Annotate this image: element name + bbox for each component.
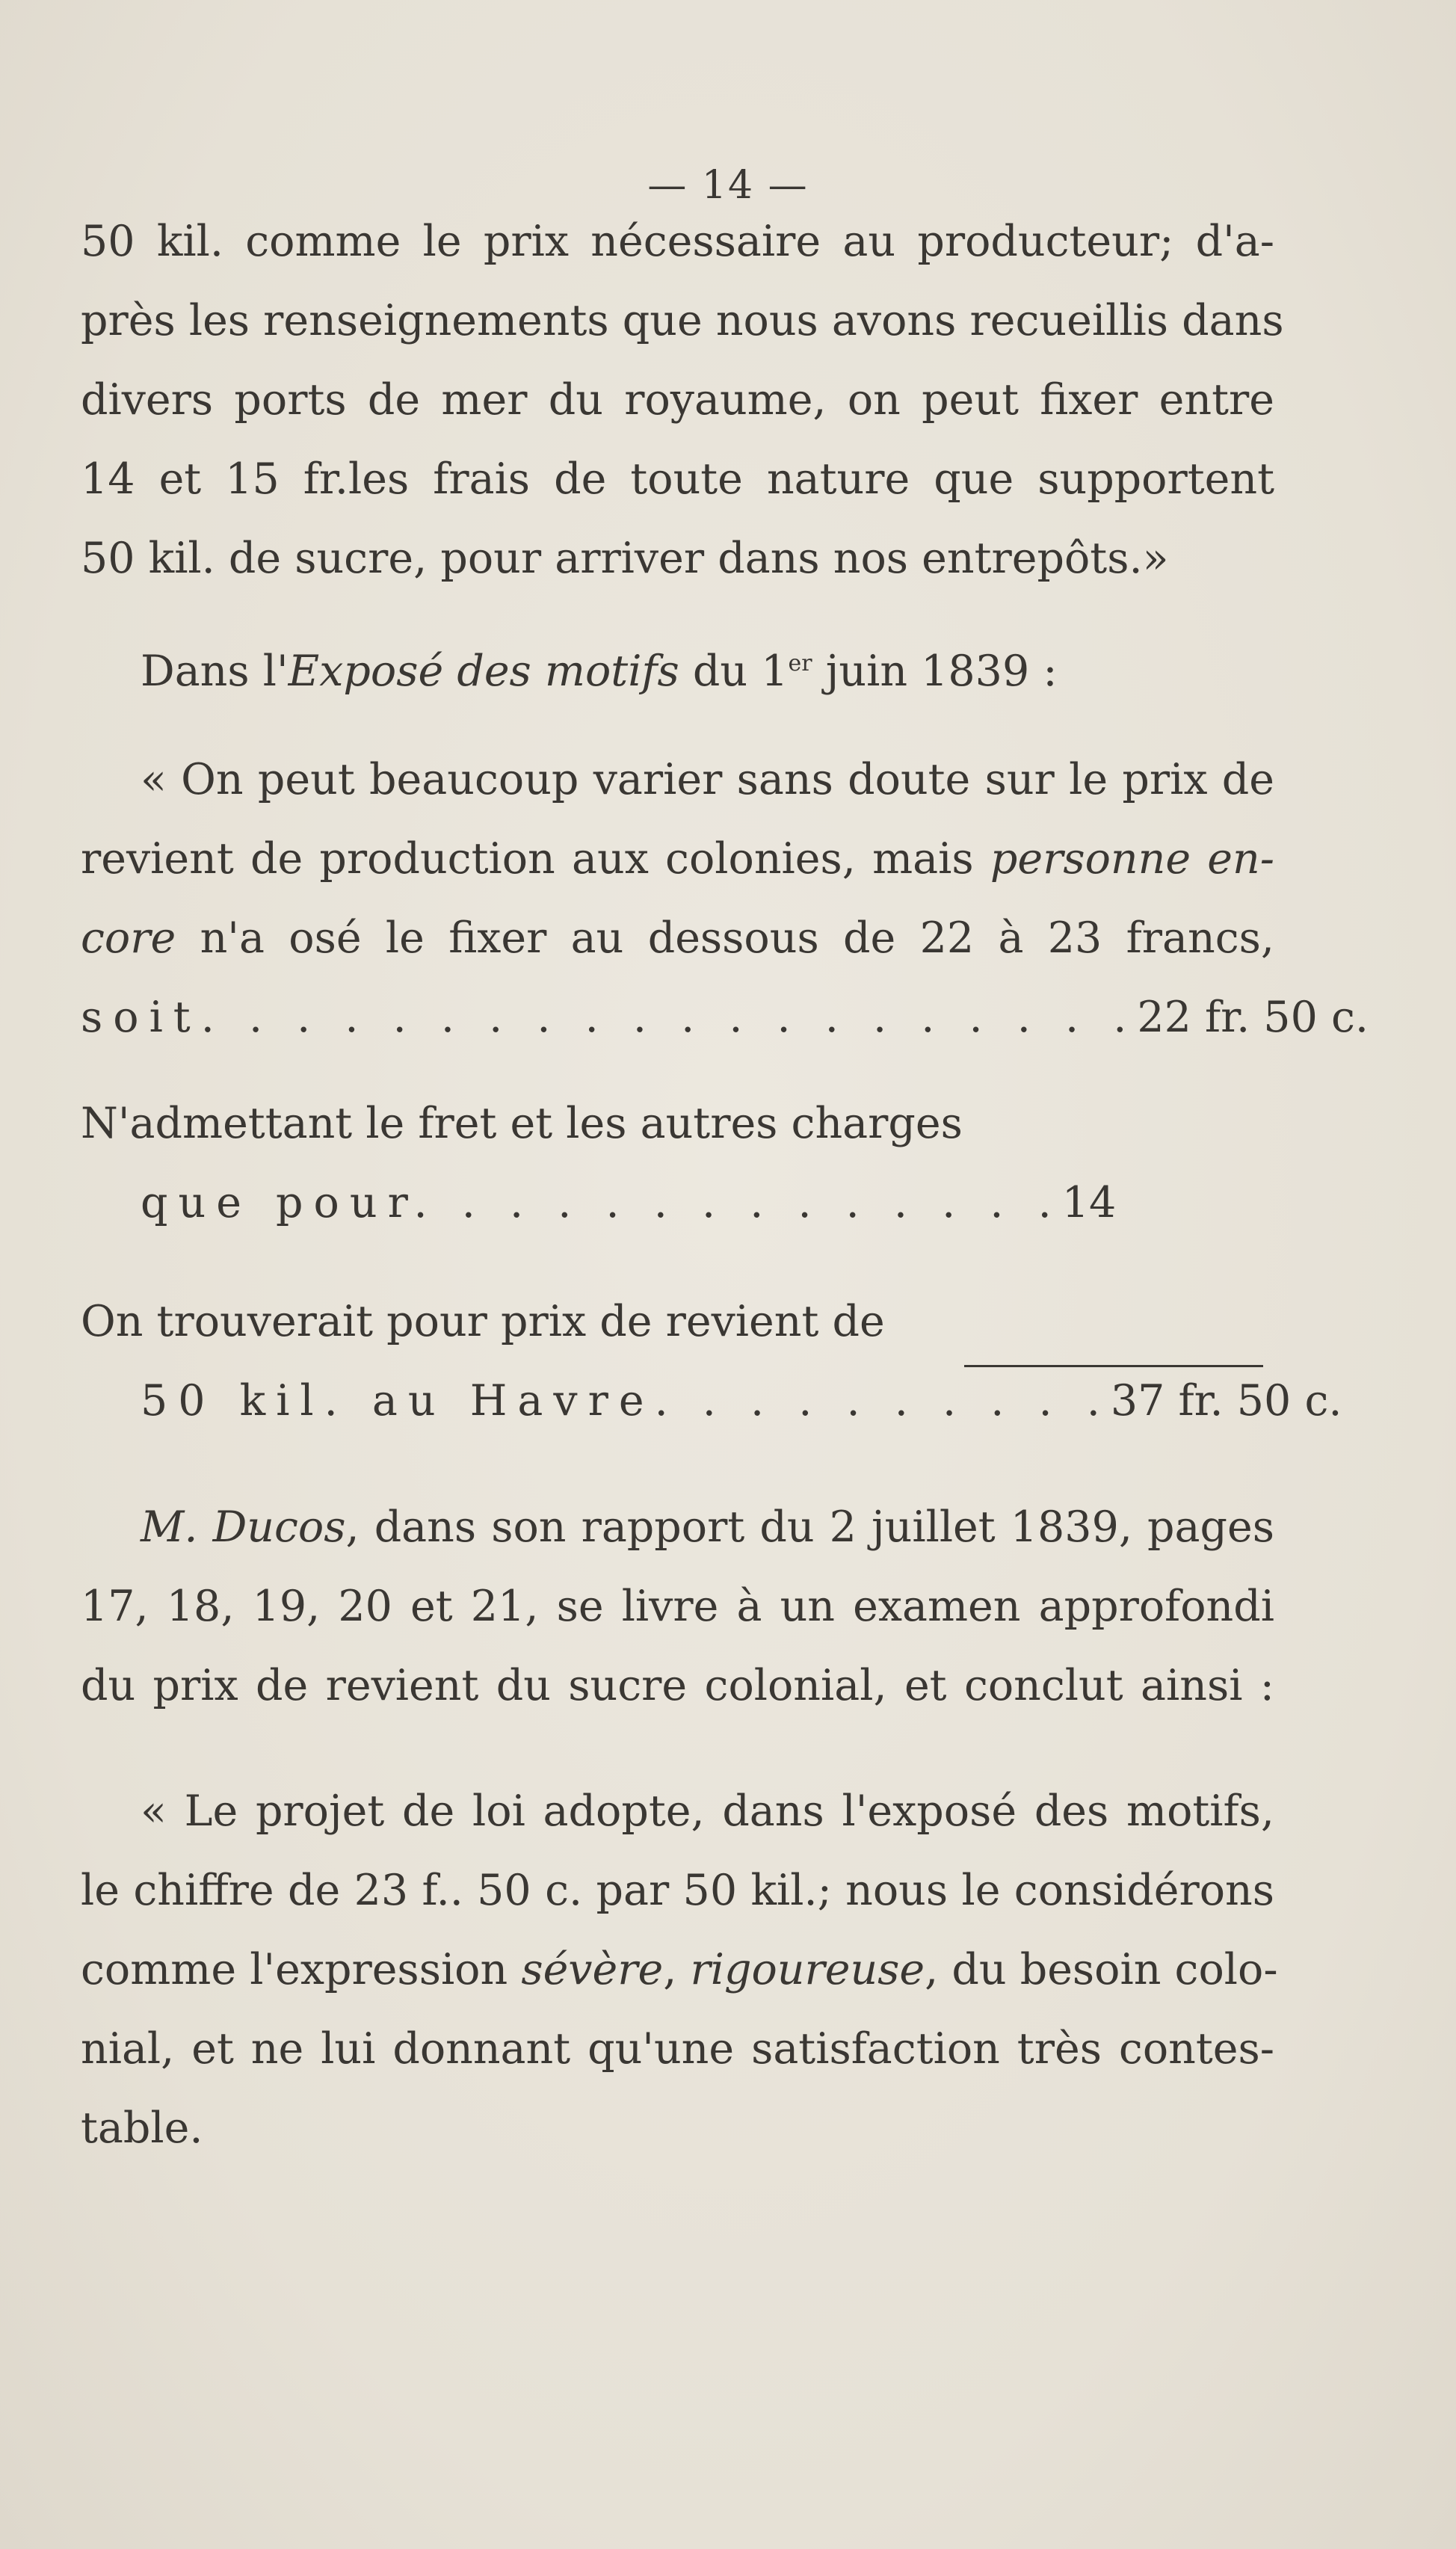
text-line: core n'a osé le fixer au dessous de 22 à 23 francs,: [81, 913, 1274, 963]
fret-entry: [81, 1084, 1274, 1242]
text-line: revient de production aux colonies, mais personne en-: [81, 834, 1274, 884]
italic-title: Exposé des motifs: [288, 647, 679, 696]
text-line: « Le projet de loi adopte, dans l'exposé des motifs,: [141, 1787, 1274, 1836]
text-line: 50 kil. de sucre, pour arriver dans nos entrepôts.»: [81, 534, 1169, 583]
text-line: 50 kil. comme le prix nécessaire au producteur; d'a-: [81, 217, 1274, 266]
text-line: « On peut beaucoup varier sans doute sur le prix de: [141, 755, 1274, 804]
row-label: 50 kil. au Havre. . . . . . . . . .: [141, 1376, 1111, 1425]
total-entry: [81, 1282, 1342, 1440]
row-amount: 22 fr. 50 c.: [1137, 993, 1369, 1042]
text-line: 17, 18, 19, 20 et 21, se livre à un examen approfondi: [81, 1582, 1274, 1631]
row-label: soit. . . . . . . . . . . . . . . . . . . .: [81, 993, 1138, 1042]
row-amount: 37 fr. 50 c.: [1110, 1376, 1342, 1425]
paragraph-producer-costs: [81, 202, 1284, 598]
text-line: le chiffre de 23 f.. 50 c. par 50 kil.; nous le considérons: [81, 1866, 1274, 1915]
page-number: — 14 —: [647, 163, 809, 208]
text-line: N'admettant le fret et les autres charges: [81, 1099, 963, 1148]
text-line: On trouverait pour prix de revient de: [81, 1297, 885, 1346]
text-line: 14 et 15 fr.les frais de toute nature que supportent: [81, 454, 1274, 504]
text-line: M. Ducos, dans son rapport du 2 juillet 1839, pages: [141, 1502, 1274, 1552]
text-line: près les renseignements que nous avons recueillis dans: [81, 296, 1284, 345]
text-line: nial, et ne lui donnant qu'une satisfaction très contes-: [81, 2024, 1274, 2074]
amount-row: [81, 1163, 1274, 1242]
text-line: comme l'expression sévère, rigoureuse, du besoin colo-: [81, 1945, 1278, 1994]
amount-row: [81, 978, 1369, 1057]
amount-row: [81, 1361, 1342, 1440]
row-amount: 14: [1061, 1178, 1117, 1227]
author-name: M. Ducos: [141, 1502, 346, 1552]
text-line: table.: [81, 2103, 203, 2153]
paragraph-ducos: [81, 1488, 1274, 1725]
quote-expose: [81, 740, 1369, 1057]
text-line: divers ports de mer du royaume, on peut fixer entre: [81, 375, 1274, 425]
text-line: du prix de revient du sucre colonial, et conclut ainsi :: [81, 1661, 1274, 1710]
row-label: que pour. . . . . . . . . . . . . .: [141, 1178, 1062, 1227]
quote-conclusion: [81, 1772, 1278, 2168]
paragraph-expose-motifs: Dans l'Exposé des motifs du 1er juin 1839 :: [141, 647, 1058, 696]
